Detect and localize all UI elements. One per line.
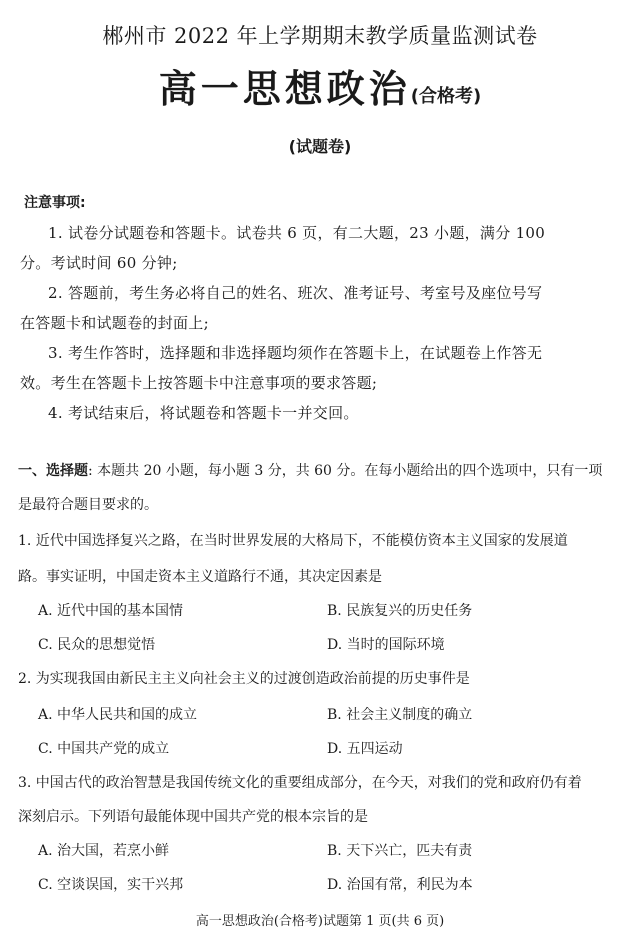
notice-line: 在答题卡和试题卷的封面上; bbox=[20, 314, 209, 332]
question-stem: 路。事实证明，中国走资本主义道路行不通，其决定因素是 bbox=[18, 569, 382, 585]
option-d: D. 五四运动 bbox=[327, 741, 403, 757]
option-b: B. 民族复兴的历史任务 bbox=[327, 603, 473, 619]
question-stem: 1. 近代中国选择复兴之路，在当时世界发展的大格局下，不能模仿资本主义国家的发展道 bbox=[18, 533, 568, 549]
option-b: B. 社会主义制度的确立 bbox=[327, 707, 473, 723]
notice-line: 1. 试卷分试题卷和答题卡。试卷共 6 页，有二大题，23 小题，满分 100 bbox=[48, 224, 546, 242]
option-d: D. 当时的国际环境 bbox=[327, 637, 445, 653]
notice-line: 分。考试时间 60 分钟; bbox=[20, 254, 178, 272]
notice-heading: 注意事项: bbox=[24, 195, 86, 211]
notice-line: 4. 考试结束后，将试题卷和答题卡一并交回。 bbox=[48, 404, 359, 422]
question-stem: 2. 为实现我国由新民主主义向社会主义的过渡创造政治前提的历史事件是 bbox=[18, 671, 470, 687]
subject-tag: (合格考) bbox=[410, 86, 482, 107]
option-b: B. 天下兴亡，匹夫有责 bbox=[327, 843, 473, 859]
section-instructions: : 本题共 20 小题，每小题 3 分，共 60 分。在每小题给出的四个选项中，只有一项 bbox=[88, 463, 603, 479]
paper-type: (试题卷) bbox=[288, 137, 352, 156]
notice-line: 3. 考生作答时，选择题和非选择题均须作在答题卡上，在试题卷上作答无 bbox=[48, 344, 543, 362]
option-c: C. 民众的思想觉悟 bbox=[38, 637, 156, 653]
option-a: A. 中华人民共和国的成立 bbox=[38, 707, 198, 723]
notice-line: 效。考生在答题卡上按答题卡中注意事项的要求答题; bbox=[20, 374, 378, 392]
option-c: C. 中国共产党的成立 bbox=[38, 741, 170, 757]
page-footer: 高一思想政治(合格考)试题第 1 页(共 6 页) bbox=[195, 914, 445, 929]
section-instructions-cont: 是最符合题目要求的。 bbox=[18, 497, 158, 513]
exam-title: 郴州市 2022 年上学期期末教学质量监测试卷 bbox=[102, 24, 538, 48]
section-heading bbox=[18, 460, 602, 480]
subject-title bbox=[0, 58, 640, 113]
question-stem: 深刻启示。下列语句最能体现中国共产党的根本宗旨的是 bbox=[18, 809, 368, 825]
subject-name: 高一思想政治 bbox=[158, 67, 411, 111]
option-a: A. 近代中国的基本国情 bbox=[38, 603, 184, 619]
notice-line: 2. 答题前，考生务必将自己的姓名、班次、准考证号、考室号及座位号写 bbox=[48, 284, 543, 302]
option-a: A. 治大国，若烹小鲜 bbox=[38, 843, 170, 859]
option-d: D. 治国有常，利民为本 bbox=[327, 877, 473, 893]
question-stem: 3. 中国古代的政治智慧是我国传统文化的重要组成部分，在今天，对我们的党和政府仍有着 bbox=[18, 775, 582, 791]
option-c: C. 空谈误国，实干兴邦 bbox=[38, 877, 184, 893]
section-title: 一、选择题 bbox=[18, 463, 88, 479]
